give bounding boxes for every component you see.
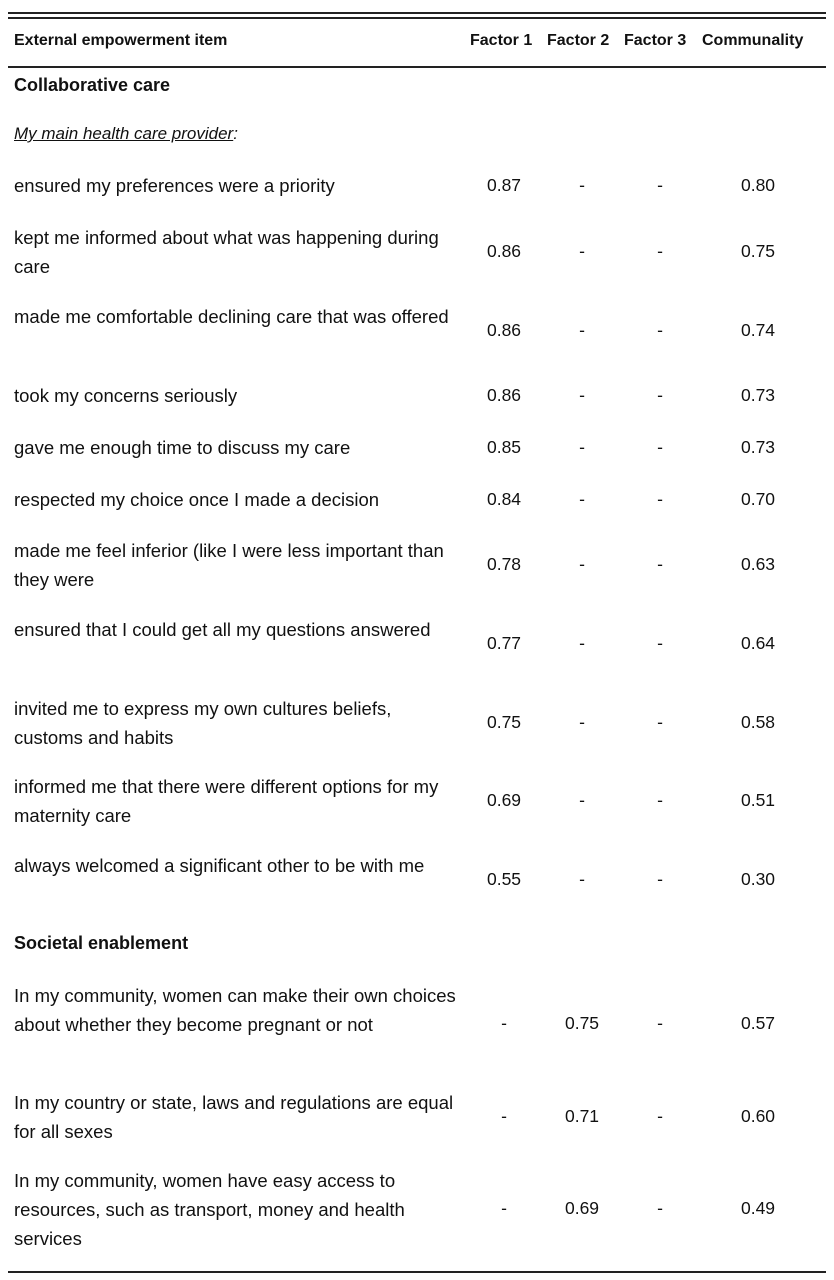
row-factor-1: 0.86 [486, 241, 522, 261]
row-factor-2: - [579, 385, 585, 405]
header-rule [8, 66, 826, 68]
row-item: invited me to express my own cultures beliefs, customs and habits [14, 698, 392, 748]
row-communality: 0.80 [740, 175, 776, 195]
row-factor-1: 0.78 [486, 554, 522, 574]
table-bottom-rule [8, 1271, 826, 1273]
factor-loading-table [8, 0, 826, 1280]
row-factor-1: 0.87 [486, 175, 522, 195]
table-top-rule [8, 12, 826, 14]
row-factor-1: 0.84 [486, 489, 522, 509]
row-factor-1: 0.69 [486, 790, 522, 810]
row-factor-3: - [657, 175, 663, 195]
row-factor-2: - [579, 489, 585, 509]
row-item: In my community, women can make their own choices about whether they become pregnant or not [14, 985, 456, 1035]
row-communality: 0.73 [740, 385, 776, 405]
row-factor-1: 0.86 [486, 320, 522, 340]
row-factor-2: - [579, 633, 585, 653]
row-factor-2: - [579, 437, 585, 457]
row-factor-2: 0.69 [564, 1198, 600, 1218]
row-factor-3: - [657, 241, 663, 261]
row-communality: 0.73 [740, 437, 776, 457]
row-item: took my concerns seriously [14, 385, 238, 406]
row-communality: 0.60 [740, 1106, 776, 1126]
row-factor-2: 0.71 [564, 1106, 600, 1126]
row-communality: 0.51 [740, 790, 776, 810]
row-factor-1: - [501, 1106, 507, 1126]
row-factor-2: - [579, 320, 585, 340]
row-item: gave me enough time to discuss my care [14, 437, 351, 458]
row-factor-3: - [657, 1013, 663, 1033]
row-factor-2: - [579, 712, 585, 732]
row-communality: 0.49 [740, 1198, 776, 1218]
row-communality: 0.70 [740, 489, 776, 509]
row-factor-1: 0.85 [486, 437, 522, 457]
table-header [8, 18, 826, 66]
header-item: External empowerment item [14, 32, 228, 49]
row-factor-2: - [579, 175, 585, 195]
row-factor-1: 0.75 [486, 712, 522, 732]
header-factor-2: Factor 2 [547, 32, 610, 49]
row-communality: 0.63 [740, 554, 776, 574]
row-item: made me comfortable declining care that was offered [14, 306, 449, 327]
row-item: kept me informed about what was happening during care [14, 227, 439, 277]
row-factor-3: - [657, 554, 663, 574]
row-factor-1: - [501, 1013, 507, 1033]
row-communality: 0.30 [740, 869, 776, 889]
row-communality: 0.57 [740, 1013, 776, 1033]
row-factor-3: - [657, 633, 663, 653]
row-factor-3: - [657, 320, 663, 340]
row-factor-2: - [579, 241, 585, 261]
row-factor-1: 0.77 [486, 633, 522, 653]
row-factor-3: - [657, 790, 663, 810]
header-factor-3: Factor 3 [624, 32, 687, 49]
row-factor-1: - [501, 1198, 507, 1218]
row-factor-3: - [657, 869, 663, 889]
row-factor-3: - [657, 712, 663, 732]
subheading-text: My main health care provider [14, 124, 234, 143]
row-factor-2: 0.75 [564, 1013, 600, 1033]
section-title-societal-enablement: Societal enablement [14, 933, 189, 953]
subheading [14, 124, 238, 144]
row-factor-3: - [657, 489, 663, 509]
header-communality: Communality [702, 32, 804, 49]
row-item: In my country or state, laws and regulations are equal for all sexes [14, 1092, 454, 1142]
row-factor-2: - [579, 869, 585, 889]
row-factor-3: - [657, 385, 663, 405]
row-item: ensured my preferences were a priority [14, 175, 335, 196]
section-title-collaborative-care: Collaborative care [14, 75, 171, 95]
row-communality: 0.64 [740, 633, 776, 653]
row-factor-2: - [579, 554, 585, 574]
row-communality: 0.75 [740, 241, 776, 261]
subheading-colon: : [233, 124, 238, 143]
row-factor-3: - [657, 1106, 663, 1126]
row-factor-3: - [657, 1198, 663, 1218]
row-communality: 0.74 [740, 320, 776, 340]
row-factor-2: - [579, 790, 585, 810]
row-communality: 0.58 [740, 712, 776, 732]
row-item: In my community, women have easy access to resources, such as transport, money and health services [14, 1170, 405, 1249]
header-factor-1: Factor 1 [470, 32, 533, 49]
row-item: made me feel inferior (like I were less important than they were [14, 540, 444, 590]
row-item: always welcomed a significant other to be with me [14, 855, 425, 876]
row-factor-3: - [657, 437, 663, 457]
row-item: informed me that there were different options for my maternity care [14, 776, 439, 826]
row-item: ensured that I could get all my questions answered [14, 619, 431, 640]
row-item: respected my choice once I made a decision [14, 489, 380, 510]
row-factor-1: 0.86 [486, 385, 522, 405]
row-factor-1: 0.55 [486, 869, 522, 889]
